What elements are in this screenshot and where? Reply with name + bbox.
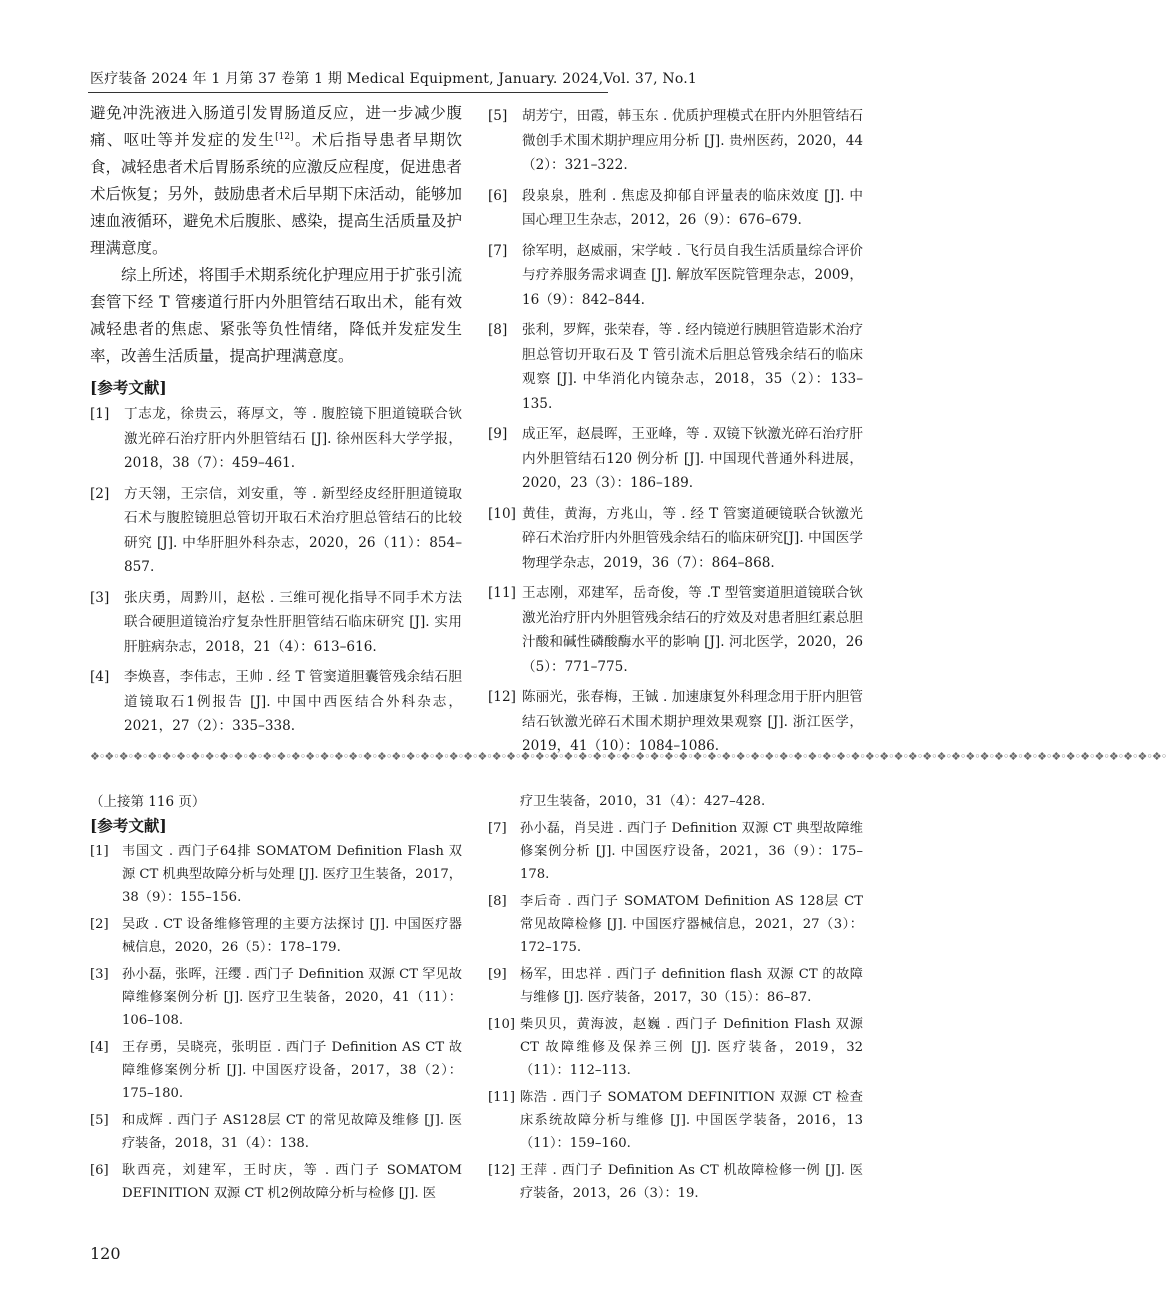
body-paragraph: 避免冲洗液进入肠道引发胃肠道反应，进一步减少腹痛、呕吐等并发症的发生[12]。术后指导患者早期饮食，减轻患者术后胃肠系统的应激反应程度，促进患者术后恢复；另外，鼓励患者术后早期下床活动，能够加速血液循环，避免术后腹胀、感染，提高生活质量及护理满意度。: [90, 104, 463, 257]
reference-list: [90, 840, 462, 1205]
reference-item: [8] 张利，罗辉，张荣春，等 . 经内镜逆行胰胆管造影术治疗胆总管切开取石及 T 管引流术后胆总管残余结石的临床观察 [J]. 中华消化内镜杂志，2018，35（2）：133–135.: [488, 322, 863, 412]
reference-item: [2] 吴政 . CT 设备维修管理的主要方法探讨 [J]. 中国医疗器械信息，2020，26（5）：178–179.: [90, 917, 462, 955]
reference-item: [6] 耿西亮，刘建军，王时庆，等 . 西门子 SOMATOM DEFINITION 双源 CT 机2例故障分析与检修 [J]. 医: [90, 1163, 462, 1201]
reference-carryover: 疗卫生装备，2010，31（4）：427–428.: [520, 794, 766, 809]
reference-item: [11] 王志刚，邓建军，岳奇俊，等 .T 型管窦道胆道镜联合钬激光治疗肝内外胆管残余结石的疗效及对患者胆红素总胆汁酸和碱性磷酸酶水平的影响 [J]. 河北医学，2020，26（5）：771–775.: [488, 585, 863, 675]
running-header: 医疗装备 2024 年 1 月第 37 卷第 1 期 Medical Equipment, January. 2024,Vol. 37, No.1: [90, 71, 698, 87]
reference-item: [4] 王存勇，吴晓亮，张明臣 . 西门子 Definition AS CT 故障维修案例分析 [J]. 中国医疗设备，2017，38（2）：175–180.: [90, 1040, 462, 1101]
right-column-references: [488, 104, 863, 765]
reference-item: [3] 张庆勇，周黔川，赵松 . 三维可视化指导不同手术方法联合硬胆道镜治疗复杂性肝胆管结石临床研究 [J]. 实用肝脏病杂志，2018，21（4）：613–616.: [90, 589, 462, 655]
reference-item: [9] 成正军，赵晨晖，王亚峰，等 . 双镜下钬激光碎石治疗肝内外胆管结石120 例分析 [J]. 中国现代普通外科进展，2020，23（3）：186–189.: [488, 426, 863, 491]
reference-item: [9] 杨军，田忠祥 . 西门子 definition flash 双源 CT 的故障与维修 [J]. 医疗装备，2017，30（15）：86–87.: [488, 967, 863, 1005]
reference-item: [10] 柴贝贝，黄海波，赵巍 . 西门子 Definition Flash 双源 CT 故障维修及保养三例 [J]. 医疗装备，2019，32（11）：112–113.: [488, 1017, 863, 1078]
reference-item: [12] 王萍 . 西门子 Definition As CT 机故障检修一例 [J]. 医疗装备，2013，26（3）：19.: [488, 1163, 863, 1201]
reference-item: [5] 和成辉 . 西门子 AS128层 CT 的常见故障及维修 [J]. 医疗装备，2018，31（4）：138.: [90, 1113, 462, 1151]
citation-sup: [12]: [275, 131, 294, 142]
reference-item: [4] 李焕喜，李伟志，王帅 . 经 T 管窦道胆囊管残余结石胆道镜取石1例报告 [J]. 中国中西医结合外科杂志，2021，27（2）：335–338.: [90, 669, 462, 734]
left-column: [90, 100, 462, 745]
reference-item: [1] 丁志龙，徐贵云，蒋厚文，等 . 腹腔镜下胆道镜联合钬激光碎石治疗肝内外胆管结石 [J]. 徐州医科大学学报，2018，38（7）：459–461.: [90, 406, 462, 471]
continued-note: （上接第 116 页）: [90, 794, 206, 810]
references-heading: [参考文献]: [90, 816, 167, 835]
reference-item: [5] 胡芳宁，田霞，韩玉东 . 优质护理模式在肝内外胆管结石微创手术围术期护理应用分析 [J]. 贵州医药，2020，44（2）：321–322.: [488, 108, 863, 173]
reference-item: [11] 陈浩 . 西门子 SOMATOM DEFINITION 双源 CT 检查床系统故障分析与维修 [J]. 中国医学装备，2016，13（11）：159–160.: [488, 1090, 863, 1151]
reference-item: [6] 段泉泉，胜利 . 焦虑及抑郁自评量表的临床效度 [J]. 中国心理卫生杂志，2012，26（9）：676–679.: [488, 187, 863, 228]
bottom-right-column: [488, 790, 863, 1209]
header-rule: [88, 92, 608, 93]
reference-item: [7] 徐军明，赵威丽，宋学岐 . 飞行员自我生活质量综合评价与疗养服务需求调查 [J]. 解放军医院管理杂志，2009，16（9）：842–844.: [488, 242, 863, 308]
reference-list: [90, 402, 462, 739]
page-number: 120: [90, 1244, 121, 1263]
reference-item: [10] 黄佳，黄海，方兆山，等 . 经 T 管窦道硬镜联合钬激光碎石术治疗肝内外胆管残余结石的临床研究[J]. 中国医学物理学杂志，2019，36（7）：864–868.: [488, 505, 863, 571]
reference-item: [12] 陈丽光，张春梅，王铖 . 加速康复外科理念用于肝内胆管结石钬激光碎石术围术期护理效果观察 [J]. 浙江医学，2019，41（10）：1084–1086.: [488, 689, 863, 754]
bottom-left-column: [90, 790, 462, 1209]
references-heading: [参考文献]: [90, 378, 167, 397]
reference-item: [1] 韦国文 . 西门子64排 SOMATOM Definition Flash 双源 CT 机典型故障分析与处理 [J]. 医疗卫生装备，2017，38（9）：155–156.: [90, 844, 462, 905]
conclusion-paragraph: 综上所述，将围手术期系统化护理应用于扩张引流套管下经 T 管瘘道行肝内外胆管结石取出术，能有效减轻患者的焦虑、紧张等负性情绪，降低并发症发生率，改善生活质量，提高护理满意度。: [90, 266, 463, 365]
decorative-divider: ❖◦❖◦❖◦❖◦❖◦❖◦❖◦❖◦❖◦❖◦❖◦❖◦❖◦❖◦❖◦❖◦❖◦❖◦❖◦❖◦❖◦❖◦❖◦❖◦❖◦❖◦❖◦❖◦❖◦❖◦❖◦❖◦❖◦❖◦❖◦❖◦❖◦❖◦❖◦❖◦❖◦❖◦❖◦❖◦❖◦❖◦❖◦❖◦❖◦❖◦❖◦❖◦❖◦❖◦❖◦❖◦❖◦❖◦❖◦❖◦❖◦❖◦❖◦❖◦❖◦❖◦❖◦❖◦❖◦❖◦❖◦❖◦❖◦❖◦❖◦: [90, 750, 1166, 763]
reference-item: [3] 孙小磊，张晖，汪缨 . 西门子 Definition 双源 CT 罕见故障维修案例分析 [J]. 医疗卫生装备，2020，41（11）：106–108.: [90, 967, 462, 1028]
reference-item: [8] 李后奇 . 西门子 SOMATOM Definition AS 128层 CT 常见故障检修 [J]. 中国医疗器械信息，2021，27（3）：172–175.: [488, 894, 863, 955]
reference-item: [7] 孙小磊，肖吴进 . 西门子 Definition 双源 CT 典型故障维修案例分析 [J]. 中国医疗设备，2021，36（9）：175–178.: [488, 821, 863, 882]
reference-item: [2] 方天翎，王宗信，刘安重，等 . 新型经皮经肝胆道镜取石术与腹腔镜胆总管切开取石术治疗胆总管结石的比较研究 [J]. 中华肝胆外科杂志，2020，26（11）：854–857.: [90, 485, 462, 575]
